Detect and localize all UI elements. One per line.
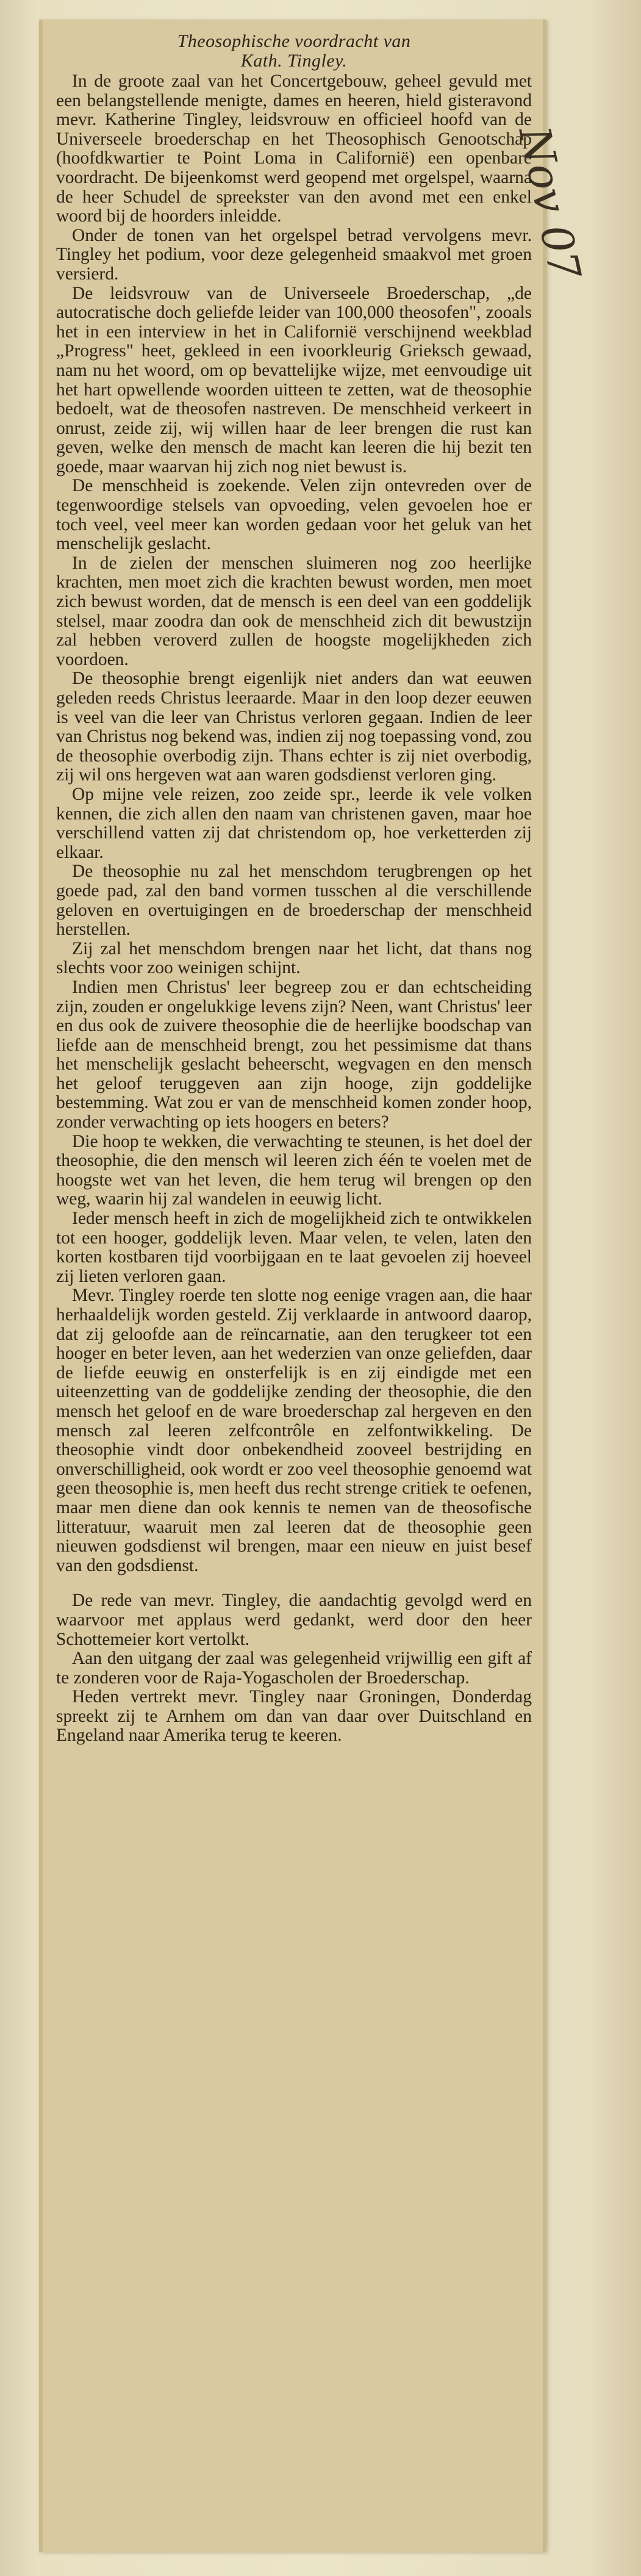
- paragraph-6: De theosophie brengt eigenlijk niet anders dan wat eeuwen geleden reeds Christus leeraarde. Maar in den loop dezer eeuwen is veel van die leer van Christus verloren gegaan. Indien de leer van Christus nog bekend was, indien zij nog toepassing vond, zou de theosophie overbodig zijn. Thans echter is zij niet overbodig, zij wil ons hergeven wat aan waren godsdienst verloren ging.: [56, 669, 532, 785]
- paragraph-2: Onder de tonen van het orgelspel betrad vervolgens mevr. Tingley het podium, voor deze gelegenheid smaakvol met groen versierd.: [56, 225, 532, 284]
- paragraph-14: De rede van mevr. Tingley, die aandachtig gevolgd werd en waarvoor met applaus werd gedankt, werd door den heer Schottemeier kort vertolkt.: [56, 1591, 532, 1649]
- paragraph-11: Die hoop te wekken, die verwachting te steunen, is het doel der theosophie, die den mensch wil leeren zich één te voelen met de hoogste wet van het leven, die hem terug wil brengen op den weg, waarin hij zal wandelen in eeuwig licht.: [56, 1131, 532, 1209]
- paragraph-13: Mevr. Tingley roerde ten slotte nog eenige vragen aan, die haar herhaaldelijk worden gesteld. Zij verklaarde in antwoord daarop, dat zij geloofde aan de reïncarnatie, aan den terugkeer tot een hooger en beter leven, aan het wederzien van onze geliefden, daar de liefde eeuwig en onsterfelijk is en zij eindigde met een uiteenzetting van de goddelijke zending der theosophie, die den mensch het geloof en de ware broederschap zal hergeven en den mensch zal leeren zelfcontrôle en zelfontwikkeling. De theosophie vindt door onbekendheid zooveel bestrijding en onverschilligheid, ook wordt er zoo veel theosophie genoemd wat geen theosophie is, men heeft dus recht strenge critiek te oefenen, maar men diene dan ook kennis te nemen van de theosofische litteratuur, waaruit men zal leeren dat de theosophie geen nieuwen godsdienst wil brengen, maar een nieuw en juist besef van den godsdienst.: [56, 1286, 532, 1575]
- headline-line-2: Kath. Tingley.: [240, 51, 348, 71]
- clipping-left-edge: [39, 20, 43, 2552]
- paragraph-15: Aan den uitgang der zaal was gelegenheid vrijwillig een gift af te zonderen voor de Raja-Yogascholen der Broederschap.: [56, 1649, 532, 1688]
- paragraph-7: Op mijne vele reizen, zoo zeide spr., leerde ik vele volken kennen, die zich allen den naam van christenen gaven, maar hoe verschillend vatten zij dat christendom op, hoe verketterden zij elkaar.: [56, 784, 532, 862]
- article: [56, 32, 532, 1746]
- paragraph-8: De theosophie nu zal het menschdom terugbrengen op het goede pad, zal den band vormen tusschen al die verschillende geloven en overtuigingen en de broederschap der menschheid herstellen.: [56, 862, 532, 940]
- headline-line-1: Theosophische voordracht van: [177, 31, 411, 51]
- paragraph-3: De leidsvrouw van de Universeele Broederschap, „de autocratische doch geliefde leider van 100,000 theosofen", zooals het in een interview in het in Californië verschijnend weekblad „Progress" heet, gekleed in een ivoorkleurig Grieksch gewaad, nam nu het woord, om op bevattelijke wijze, met eenvoudige uit het hart opwellende woorden uitteen te zetten, wat de theosophie bedoelt, wat de theosofen nastreven. De menschheid verkeert in onrust, zeide zij, wij willen haar de leer brengen die rust kan geven, welke den mensch de macht kan leeren die hij bezit ten goede, maar waarvan hij zich nog niet bewust is.: [56, 283, 532, 477]
- paragraph-4: De menschheid is zoekende. Velen zijn ontevreden over de tegenwoordige stelsels van opvoeding, velen gevoelen hoe er toch veel, veel meer kan worden gedaan voor het geluk van het menschelijk geslacht.: [56, 476, 532, 554]
- clipping-right-edge: [543, 20, 546, 2552]
- newspaper-clipping: [39, 20, 546, 2552]
- paragraph-9: Zij zal het menschdom brengen naar het licht, dat thans nog slechts voor zoo weinigen schijnt.: [56, 938, 532, 978]
- paragraph-1: In de groote zaal van het Concertgebouw, geheel gevuld met een belangstellende menigte, dames en heeren, hield gisteravond mevr. Katherine Tingley, leidsvrouw en officieel hoofd van de Universeele broederschap en het Theosophisch Genootschap (hoofdkwartier te Point Loma in Californië) een openbare voordracht. De bijeenkomst werd geopend met orgelspel, waarna de heer Schudel de spreekster van den avond met een enkel woord bij de hoorders inleidde.: [56, 71, 532, 226]
- article-headline: [56, 32, 532, 71]
- paragraph-12: Ieder mensch heeft in zich de mogelijkheid zich te ontwikkelen tot een hooger, goddelijk leven. Maar velen, te velen, laten den korten kostbaren tijd voorbijgaan en te laat gevoelen zij hoeveel zij lieten verloren gaan.: [56, 1209, 532, 1286]
- paragraph-16: Heden vertrekt mevr. Tingley naar Groningen, Donderdag spreekt zij te Arnhem om dan van daar over Duitschland en Engeland naar Amerika terug te keeren.: [56, 1687, 532, 1746]
- paragraph-10: Indien men Christus' leer begreep zou er dan echtscheiding zijn, zouden er ongelukkige levens zijn? Neen, want Christus' leer en dus ook de zuivere theosophie die de heerlijke boodschap van liefde aan de menschheid brengt, zou het pessimisme dat thans het menschelijk geslacht beheerscht, wegvagen en den mensch het geloof teruggeven aan zijn hooge, zijn goddelijke bestemming. Wat zou er van de menschheid komen zonder hoop, zonder verwachting op iets hoogers en beters?: [56, 977, 532, 1132]
- paragraph-5: In de zielen der menschen sluimeren nog zoo heerlijke krachten, men moet zich die krachten bewust worden, men moet zich bewust worden, dat de mensch is een deel van een goddelijk stelsel, maar zoodra dan ook de menschheid zich dit bewustzijn zal hebben veroverd zullen de hoogste mogelijkheden zich voordoen.: [56, 553, 532, 669]
